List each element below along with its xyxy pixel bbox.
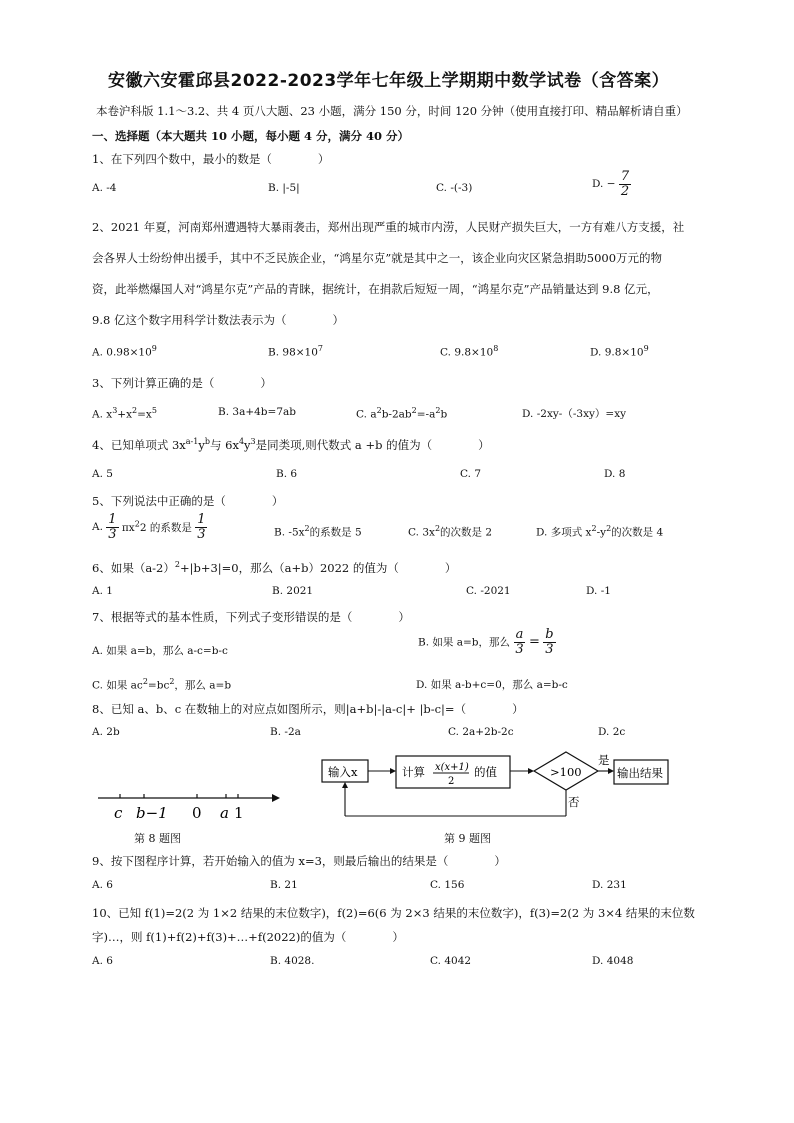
exam-info: 本卷沪科版 1.1～3.2、共 4 页八大题、23 小题，满分 150 分，时间 120 分钟（使用直接打印、精品解析请自重） [96,104,688,118]
q8-option-d: D. 2c [598,726,626,738]
number-line-figure [96,788,282,824]
q7-option-d: D. 如果 a-b+c=0，那么 a=b-c [416,679,568,691]
q10-line-2: 字)…，则 f(1)+f(2)+f(3)+…+f(2022)的值为（ ） [92,930,404,944]
q4-option-c: C. 7 [460,468,482,480]
q6-option-c: C. -2021 [466,585,511,597]
q7-option-b: B. 如果 a=b，那么 $\frac{a}{3}$ = $\frac{b}{3}$ [418,627,554,657]
flow-no-label: 否 [568,795,580,809]
q5-option-c: C. $3x^2$的次数是 2 [408,524,493,539]
q9-option-c: C. 156 [430,879,465,891]
section-heading: 一、选择题（本大题共 10 小题，每小题 4 分，满分 40 分） [92,129,410,143]
q9-option-a: A. 6 [92,879,113,891]
numberline-label-b-minus-1: b−1 [136,804,168,822]
q2-option-d: D. $9.8\times 10^9$ [590,344,649,359]
q2-line-2: 会各界人士纷纷伸出援手，其中不乏民族企业，“鸿星尔克”就是其中之一，该企业向灾区紧急捐助5000万元的物 [92,251,663,265]
q2-line-3: 资，此举燃爆国人对“鸿星尔克”产品的青睐，据统计，在捐款后短短一周，“鸿星尔克”产品销量达到 9.8 亿元， [92,282,659,296]
q9-option-b: B. 21 [270,879,298,891]
flow-compute-prefix: 计算 [402,765,425,779]
q10-option-b: B. 4028. [270,955,315,967]
flow-compute-denominator: 2 [448,776,455,787]
q4-option-a: A. 5 [92,468,113,480]
q8-option-b: B. -2a [270,726,301,738]
q8-option-a: A. 2b [92,726,120,738]
q6-option-a: A. 1 [92,585,113,597]
q1-stem: 1、在下列四个数中，最小的数是（ ） [92,152,330,166]
q1-option-a: A. -4 [92,182,117,194]
q3-option-c: C. $a^2b-2ab^2=-a^2b$ [356,406,448,421]
flow-compute-suffix: 的值 [474,765,497,779]
flow-compute-numerator: x(x+1) [435,762,469,773]
q4-option-b: B. 6 [276,468,298,480]
q1-option-d: D. − $\frac{7}{2}$ [592,169,630,199]
flow-condition-label: >100 [550,765,582,779]
flow-yes-label: 是 [598,753,610,767]
q6-option-b: B. 2021 [272,585,314,597]
q2-option-c: C. $9.8\times 10^8$ [440,344,499,359]
q3-option-b: B. 3a+4b=7ab [218,406,296,418]
figure-9-caption: 第 9 题图 [444,832,491,845]
q4-stem: 4、已知单项式 $3x^{a-1}y^b$与 $6x^4y^3$是同类项,则代数式 a +b 的值为（ ） [92,437,490,452]
q7-stem: 7、根据等式的基本性质，下列式子变形错误的是（ ） [92,610,410,624]
q1-option-b: B. |-5| [268,182,300,194]
q6-stem: 6、如果$(a-2)^2+|b+3|=0$，那么（a+b）2022 的值为（ ） [92,560,457,575]
q8-option-c: C. 2a+2b-2c [448,726,514,738]
q10-option-d: D. 4048 [592,955,634,967]
q5-stem: 5、下列说法中正确的是（ ） [92,494,284,508]
q6-option-d: D. -1 [586,585,611,597]
flow-input-label: 输入x [328,765,358,779]
q3-option-a: A. $x^3+x^2=x^5$ [92,406,157,421]
numberline-label-a: a [220,804,229,822]
q3-stem: 3、下列计算正确的是（ ） [92,376,272,390]
q5-option-a: A. $\frac{1}{3}$ $\pi x^22$ 的系数是 $\frac{1}{3}$ [92,512,206,542]
flow-output-label: 输出结果 [617,766,663,780]
q7-option-c: C. 如果 $ac^2=bc^2$，那么 a=b [92,677,232,692]
q2-option-b: B. $98\times 10^7$ [268,344,324,359]
q2-option-a: A. $0.98\times 10^9$ [92,344,157,359]
numberline-label-zero: 0 [192,804,202,822]
flowchart-figure [318,748,678,828]
q9-stem: 9、按下图程序计算，若开始输入的值为 x=3，则最后输出的结果是（ ） [92,854,506,868]
q3-option-d: D. -2xy-（-3xy）=xy [522,408,627,420]
q4-option-d: D. 8 [604,468,626,480]
numberline-label-c: c [114,804,123,822]
q9-option-d: D. 231 [592,879,627,891]
q5-option-d: D. 多项式 $x^2-y^2$的次数是 4 [536,524,664,539]
q1-option-c: C. -(-3) [436,182,473,194]
q8-stem: 8、已知 a、b、c 在数轴上的对应点如图所示，则|a+b|-|a-c|+ |b-c|=（ ） [92,702,524,716]
page-title: 安徽六安霍邱县2022-2023学年七年级上学期期中数学试卷（含答案） [108,71,670,91]
q10-line-1: 10、已知 f(1)=2(2 为 1×2 结果的末位数字)，f(2)=6(6 为 2×3 结果的末位数字)，f(3)=2(2 为 3×4 结果的末位数 [92,906,695,920]
q2-line-4: 9.8 亿这个数字用科学计数法表示为（ ） [92,313,344,327]
q10-option-a: A. 6 [92,955,113,967]
q10-option-c: C. 4042 [430,955,472,967]
q7-option-a: A. 如果 a=b，那么 a-c=b-c [92,645,228,657]
q5-option-b: B. $-5x^2$的系数是 5 [274,524,362,539]
numberline-label-one: 1 [234,804,244,822]
q2-line-1: 2、2021 年夏，河南郑州遭遇特大暴雨袭击，郑州出现严重的城市内涝，人民财产损失巨大，一方有难八方支援，社 [92,220,685,234]
figure-8-caption: 第 8 题图 [134,832,181,845]
